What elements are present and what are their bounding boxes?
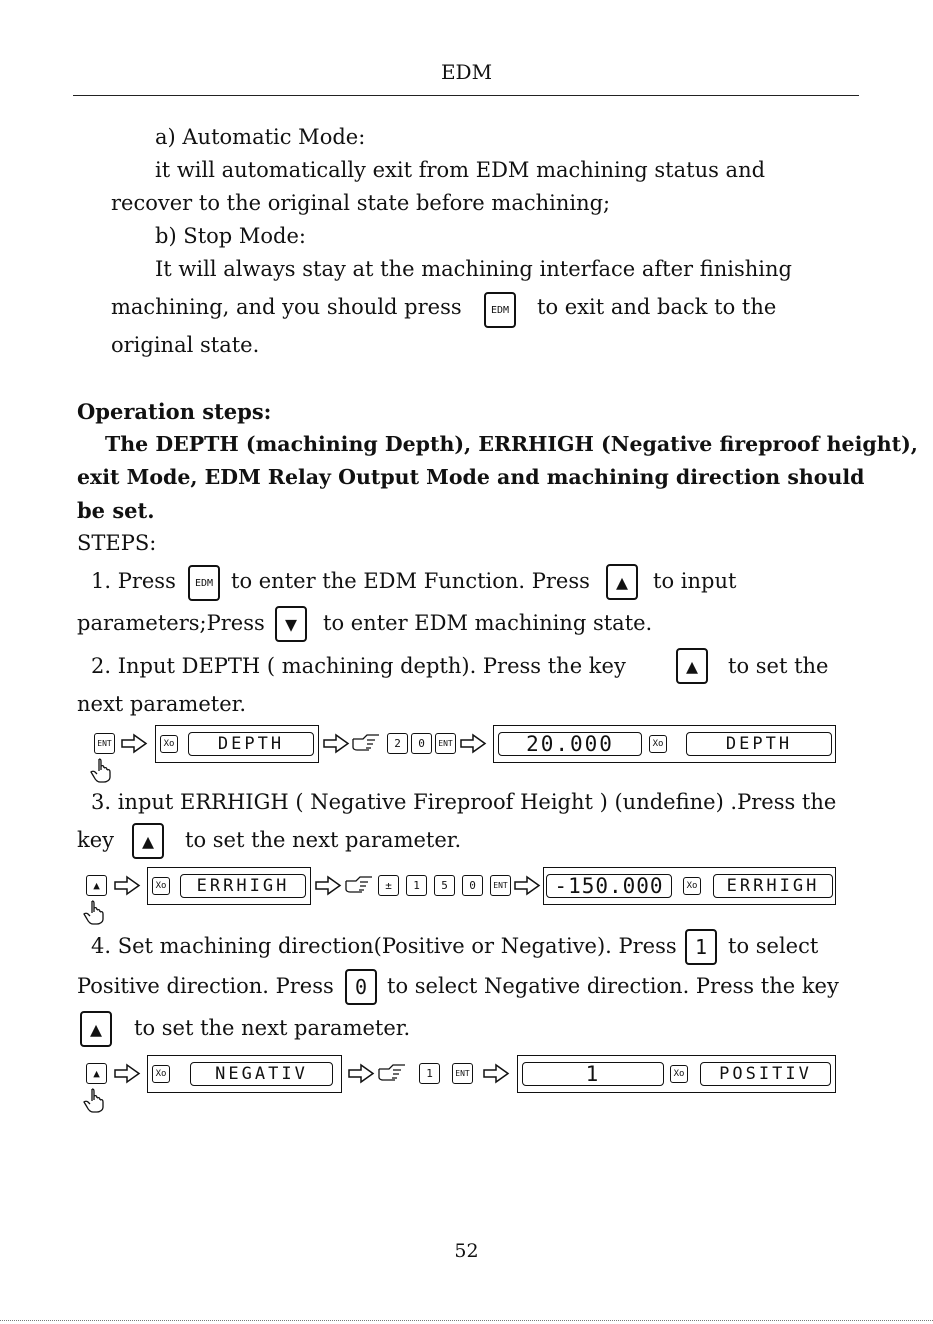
- step4-text-e: to set the next parameter.: [134, 1016, 411, 1040]
- errhigh-result-panel: [543, 867, 836, 905]
- auto-mode-line2: recover to the original state before machining;: [111, 191, 611, 215]
- header-rule: [73, 95, 859, 96]
- plus-minus-key-icon: ±: [378, 875, 399, 896]
- step1-text-b: to enter the EDM Function. Press: [231, 569, 590, 593]
- step3-text-a: 3. input ERRHIGH ( Negative Fireproof Height ) (undefine) .Press the: [91, 790, 837, 814]
- auto-mode-title: a) Automatic Mode:: [155, 125, 366, 149]
- up-key-icon: ▲: [80, 1011, 112, 1047]
- auto-mode-line1: it will automatically exit from EDM machining status and: [155, 158, 766, 182]
- down-key-icon: ▼: [275, 606, 307, 642]
- step4-text-a: 4. Set machining direction(Positive or Negative). Press: [91, 934, 677, 958]
- right-arrow-icon: [513, 875, 541, 896]
- axis-key-icon: Xo: [152, 877, 170, 895]
- ent-key-icon: ENT: [452, 1063, 473, 1084]
- right-arrow-icon: [322, 733, 350, 754]
- right-arrow-icon: [347, 1063, 375, 1084]
- key-0-icon: 0: [462, 875, 483, 896]
- step1-text-a: 1. Press: [91, 569, 176, 593]
- axis-key-icon: Xo: [683, 877, 701, 895]
- operation-steps-line1: The DEPTH (machining Depth), ERRHIGH (Negative fireproof height),: [105, 432, 918, 456]
- pointing-hand-right-icon: [377, 1061, 407, 1083]
- key-5-icon: 5: [434, 875, 455, 896]
- up-key-icon: ▲: [86, 875, 107, 896]
- steps-title: STEPS:: [77, 531, 157, 555]
- depth-result-panel: [493, 725, 836, 763]
- errhigh-value-box: -150.000: [546, 874, 672, 898]
- pointing-hand-right-icon: [351, 731, 381, 753]
- ent-key-icon: ENT: [490, 875, 511, 896]
- ent-key-icon: ENT: [435, 733, 456, 754]
- errhigh-result-label-box: ERRHIGH: [713, 874, 833, 898]
- up-key-icon: ▲: [676, 648, 708, 684]
- step4-text-c: Positive direction. Press: [77, 974, 334, 998]
- depth-value-box: 20.000: [498, 732, 642, 756]
- key-1-icon: 1: [406, 875, 427, 896]
- axis-key-icon: Xo: [152, 1065, 170, 1083]
- key-1-icon: 1: [419, 1063, 440, 1084]
- step2-text-a: 2. Input DEPTH ( machining depth). Press the key: [91, 654, 626, 678]
- negativ-label-box: NEGATIV: [190, 1062, 333, 1086]
- right-arrow-icon: [482, 1063, 510, 1084]
- stop-mode-line2a: machining, and you should press: [111, 295, 462, 319]
- step4-text-b: to select: [728, 934, 819, 958]
- pointing-hand-icon: [90, 757, 114, 783]
- right-arrow-icon: [120, 733, 148, 754]
- axis-key-icon: Xo: [160, 735, 178, 753]
- step1-text-c: to input: [653, 569, 737, 593]
- key-0-icon: 0: [345, 969, 377, 1005]
- page-bottom-border: [0, 1320, 933, 1321]
- ent-key-icon: ENT: [94, 733, 115, 754]
- operation-steps-line2: exit Mode, EDM Relay Output Mode and machining direction should: [77, 465, 865, 489]
- stop-mode-line2b: to exit and back to the: [537, 295, 777, 319]
- axis-key-icon: Xo: [649, 735, 667, 753]
- stop-mode-line3: original state.: [111, 333, 260, 357]
- right-arrow-icon: [113, 875, 141, 896]
- pointing-hand-icon: [83, 899, 107, 925]
- pointing-hand-right-icon: [344, 873, 374, 895]
- errhigh-label-box: ERRHIGH: [180, 874, 306, 898]
- depth-label-box: DEPTH: [188, 732, 314, 756]
- stop-mode-title: b) Stop Mode:: [155, 224, 306, 248]
- direction-value-box: 1: [522, 1062, 664, 1086]
- step4-text-d: to select Negative direction. Press the key: [387, 974, 839, 998]
- positiv-result-panel: [517, 1055, 836, 1093]
- key-2-icon: 2: [387, 733, 408, 754]
- operation-steps-title: Operation steps:: [77, 399, 272, 424]
- right-arrow-icon: [113, 1063, 141, 1084]
- step1-text-e: to enter EDM machining state.: [323, 611, 653, 635]
- step2-text-c: next parameter.: [77, 692, 247, 716]
- up-key-icon: ▲: [86, 1063, 107, 1084]
- stop-mode-line1: It will always stay at the machining interface after finishing: [155, 257, 792, 281]
- step3-text-b: key: [77, 828, 115, 852]
- depth-result-label-box: DEPTH: [686, 732, 832, 756]
- key-0-icon: 0: [411, 733, 432, 754]
- positiv-label-box: POSITIV: [700, 1062, 831, 1086]
- step1-text-d: parameters;Press: [77, 611, 265, 635]
- step2-text-b: to set the: [728, 654, 829, 678]
- operation-steps-line3: be set.: [77, 498, 155, 523]
- edm-key-icon: EDM: [484, 292, 516, 328]
- key-1-icon: 1: [685, 929, 717, 965]
- step3-text-c: to set the next parameter.: [185, 828, 462, 852]
- right-arrow-icon: [459, 733, 487, 754]
- page-number: 52: [454, 1240, 479, 1262]
- negativ-input-panel: [147, 1055, 342, 1093]
- pointing-hand-icon: [83, 1087, 107, 1113]
- page-header: EDM: [440, 60, 493, 84]
- errhigh-input-panel: [147, 867, 311, 905]
- up-key-icon: ▲: [606, 564, 638, 600]
- edm-key-icon: EDM: [188, 565, 220, 601]
- depth-input-panel: [155, 725, 319, 763]
- axis-key-icon: Xo: [670, 1065, 688, 1083]
- right-arrow-icon: [314, 875, 342, 896]
- up-key-icon: ▲: [132, 823, 164, 859]
